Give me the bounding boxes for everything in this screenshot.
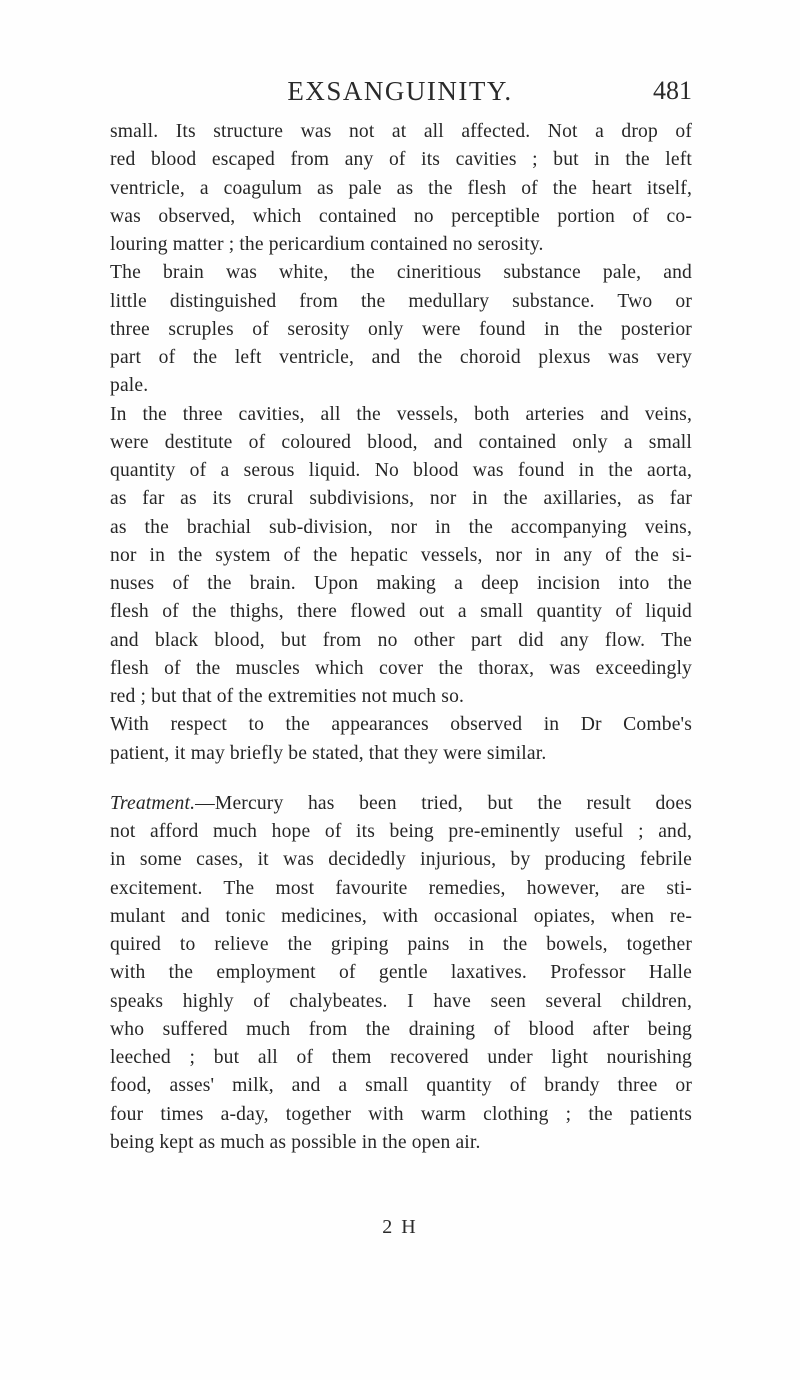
running-head [110, 76, 690, 110]
page-number: 481 [653, 76, 692, 105]
treatment-heading: Treatment. [110, 792, 196, 814]
text-line: flesh of the muscles which cover the thorax, was exceedingly [110, 657, 692, 679]
text-line: with the employment of gentle laxatives. Professor Halle [110, 962, 692, 984]
text-line-rest: —Mercury has been tried, but the result does [195, 792, 692, 814]
text-line: three scruples of serosity only were found in the posterior [110, 318, 692, 340]
text-line: being kept as much as possible in the open air. [110, 1131, 481, 1153]
text-line: were destitute of coloured blood, and contained only a small [110, 431, 692, 453]
text-line: leeched ; but all of them recovered under light nourishing [110, 1047, 692, 1068]
text-line: as the brachial sub-division, nor in the accompanying veins, [110, 516, 692, 538]
text-line: ventricle, a coagulum as pale as the flesh of the heart itself, [110, 177, 692, 199]
text-line: patient, it may briefly be stated, that they were similar. [110, 742, 547, 764]
body-text [110, 118, 692, 1157]
text-line: mulant and tonic medicines, with occasional opiates, when re- [110, 905, 692, 927]
text-line: With respect to the appearances observed in Dr Combe's [110, 714, 692, 736]
text-line: small. Its structure was not at all affected. Not a drop of [110, 121, 692, 142]
text-line [110, 790, 692, 818]
text-line: speaks highly of chalybeates. I have seen several children, [110, 990, 692, 1012]
text-line: who suffered much from the draining of blood after being [110, 1018, 692, 1040]
text-line: The brain was white, the cineritious substance pale, and [110, 262, 692, 284]
text-line: quantity of a serous liquid. No blood was found in the aorta, [110, 460, 692, 481]
text-line: and black blood, but from no other part did any flow. The [110, 629, 692, 651]
text-line: excitement. The most favourite remedies, however, are sti- [110, 877, 692, 899]
text-line: nuses of the brain. Upon making a deep incision into the [110, 573, 692, 594]
text-line: not afford much hope of its being pre-eminently useful ; and, [110, 821, 692, 842]
text-line: In the three cavities, all the vessels, both arteries and veins, [110, 403, 692, 425]
text-line: louring matter ; the pericardium contained no serosity. [110, 234, 544, 255]
text-line: red ; but that of the extremities not much so. [110, 686, 465, 707]
text-line: part of the left ventricle, and the choroid plexus was very [110, 347, 692, 368]
text-line: in some cases, it was decidedly injurious, by producing febrile [110, 849, 692, 871]
text-line: little distinguished from the medullary substance. Two or [110, 290, 692, 312]
text-line: nor in the system of the hepatic vessels, nor in any of the si- [110, 544, 692, 566]
text-line: red blood escaped from any of its cavities ; but in the left [110, 149, 692, 171]
text-line: quired to relieve the griping pains in the bowels, together [110, 934, 692, 955]
text-line: was observed, which contained no perceptible portion of co- [110, 205, 692, 227]
text-line: pale. [110, 375, 149, 397]
text-line: flesh of the thighs, there flowed out a small quantity of liquid [110, 601, 692, 623]
text-line: as far as its crural subdivisions, nor in the axillaries, as far [110, 488, 692, 510]
text-line: food, asses' milk, and a small quantity of brandy three or [110, 1075, 692, 1097]
signature-mark: 2 H [382, 1216, 418, 1238]
running-head-title: EXSANGUINITY. [287, 76, 513, 106]
text-line: four times a-day, together with warm clothing ; the patients [110, 1103, 692, 1125]
